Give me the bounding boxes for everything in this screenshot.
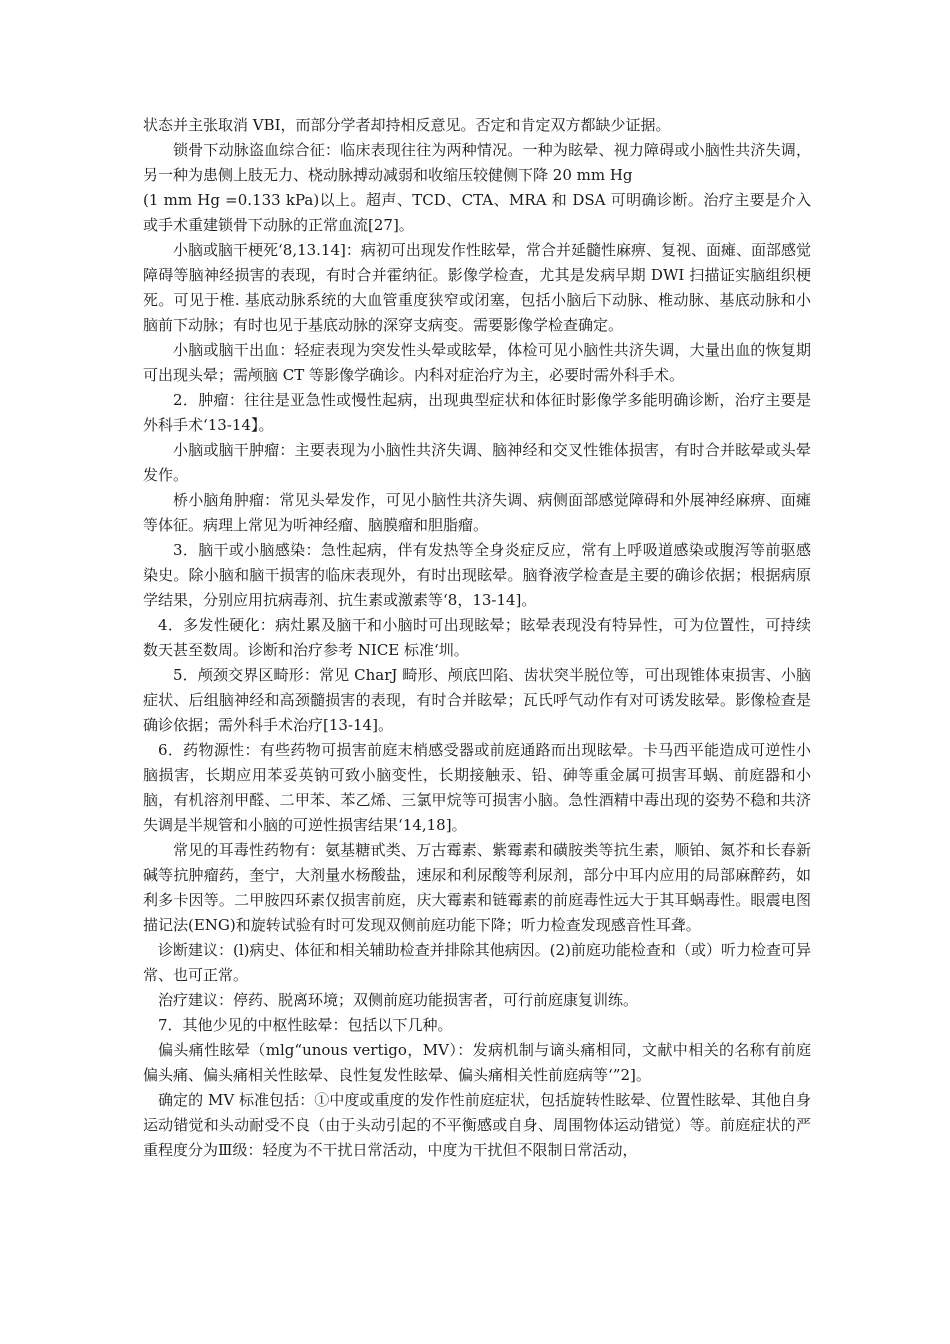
paragraph: 确定的 MV 标准包括：①中度或重度的发作性前庭症状，包括旋转性眩晕、位置性眩晕、其他自身运动错觉和头动耐受不良（由于头动引起的不平衡感或自身、周围物体运动错觉）等。前庭症状的严重程度分为Ⅲ级：轻度为不干扰日常活动，中度为干扰但不限制日常活动， [143,1091,811,1159]
paragraph: 6．药物源性：有些药物可损害前庭末梢感受器或前庭通路而出现眩晕。卡马西平能造成可逆性小脑损害，长期应用苯妥英钠可致小脑变性，长期接触汞、铅、砷等重金属可损害耳蜗、前庭器和小脑，有机溶剂甲醛、二甲苯、苯乙烯、三氯甲烷等可损害小脑。急性酒精中毒出现的姿势不稳和共济失调是半规管和小脑的可逆性损害结果‘14,18]。 [143,741,811,834]
paragraph: 2．肿瘤：往往是亚急性或慢性起病，出现典型症状和体征时影像学多能明确诊断，治疗主要是外科手术‘13-14】。 [143,391,811,434]
document-body [143,113,811,1163]
paragraph: 诊断建议：(l)病史、体征和相关辅助检查并排除其他病因。(2)前庭功能检查和（或）听力检查可异常、也可正常。 [143,941,811,984]
paragraph: 3．脑干或小脑感染：急性起病，伴有发热等全身炎症反应，常有上呼吸道感染或腹泻等前驱感染史。除小脑和脑干损害的临床表现外，有时出现眩晕。脑脊液学检查是主要的确诊依据；根据病原学结果，分别应用抗病毒剂、抗生素或激素等‘8，13-14]。 [143,541,811,609]
paragraph: 4．多发性硬化：病灶累及脑干和小脑时可出现眩晕；眩晕表现没有特异性，可为位置性，可持续数天甚至数周。诊断和治疗参考 NICE 标准‘圳。 [143,616,811,659]
paragraph: 治疗建议：停药、脱离环境；双侧前庭功能损害者，可行前庭康复训练。 [158,991,639,1009]
paragraph: 5．颅颈交界区畸形：常见 CharJ 畸形、颅底凹陷、齿状突半脱位等，可出现锥体束损害、小脑症状、后组脑神经和高颈髓损害的表现，有时合并眩晕；瓦氏呼气动作有对可诱发眩晕。影像检查是确诊依据；需外科手术治疗[13-14]。 [143,666,811,734]
paragraph: 小脑或脑干梗死‘8,13.14]：病初可出现发作性眩晕，常合并延髓性麻痹、复视、面瘫、面部感觉障碍等脑神经损害的表现，有时合并霍纳征。影像学检查，尤其是发病早期 DWI 扫描证实脑组织梗死。可见于椎. 基底动脉系统的大血管重度狭窄或闭塞，包括小脑后下动脉、椎动脉、基底动脉和小脑前下动脉；有时也见于基底动脉的深穿支病变。需要影像学检查确定。 [143,241,811,334]
paragraph: 桥小脑角肿瘤：常见头晕发作，可见小脑性共济失调、病侧面部感觉障碍和外展神经麻痹、面瘫等体征。病理上常见为听神经瘤、脑膜瘤和胆脂瘤。 [143,491,811,534]
paragraph: 锁骨下动脉盗血综合征：临床表现往往为两种情况。一种为眩晕、视力障碍或小脑性共济失调，另一种为患侧上肢无力、桡动脉搏动减弱和收缩压较健侧下降 20 mm Hg [143,141,811,184]
paragraph: 状态并主张取消 VBI，而部分学者却持相反意见。否定和肯定双方都缺少证据。 [143,116,671,134]
paragraph: (1 mm Hg =0.133 kPa)以上。超声、TCD、CTA、MRA 和 DSA 可明确诊断。治疗主要是介入或手术重建锁骨下动脉的正常血流[27]。 [143,191,811,234]
paragraph: 小脑或脑干肿瘤：主要表现为小脑性共济失调、脑神经和交叉性锥体损害，有时合并眩晕或头晕发作。 [143,441,811,484]
paragraph: 偏头痛性眩晕（mlg“unous vertigo，MV）：发病机制与谪头痛相同，文献中相关的名称有前庭偏头痛、偏头痛相关性眩晕、良性复发性眩晕、偏头痛相关性前庭病等‘”2]。 [143,1041,811,1084]
paragraph: 常见的耳毒性药物有：氨基糖甙类、万古霉素、紫霉素和磺胺类等抗生素，顺铂、氮芥和长春新碱等抗肿瘤药，奎宁，大剂量水杨酸盐，速尿和利尿酸等利尿剂，部分中耳内应用的局部麻醉药，如利多卡因等。二甲胺四环素仅损害前庭，庆大霉素和链霉素的前庭毒性远大于其耳蜗毒性。眼震电图描记法(ENG)和旋转试验有时可发现双侧前庭功能下降；听力检查发现感音性耳聋。 [143,841,811,934]
paragraph: 小脑或脑干出血：轻症表现为突发性头晕或眩晕，体检可见小脑性共济失调，大量出血的恢复期可出现头晕；需颅脑 CT 等影像学确诊。内科对症治疗为主，必要时需外科手术。 [143,341,811,384]
paragraph: 7．其他少见的中枢性眩晕：包括以下几种。 [158,1016,453,1034]
